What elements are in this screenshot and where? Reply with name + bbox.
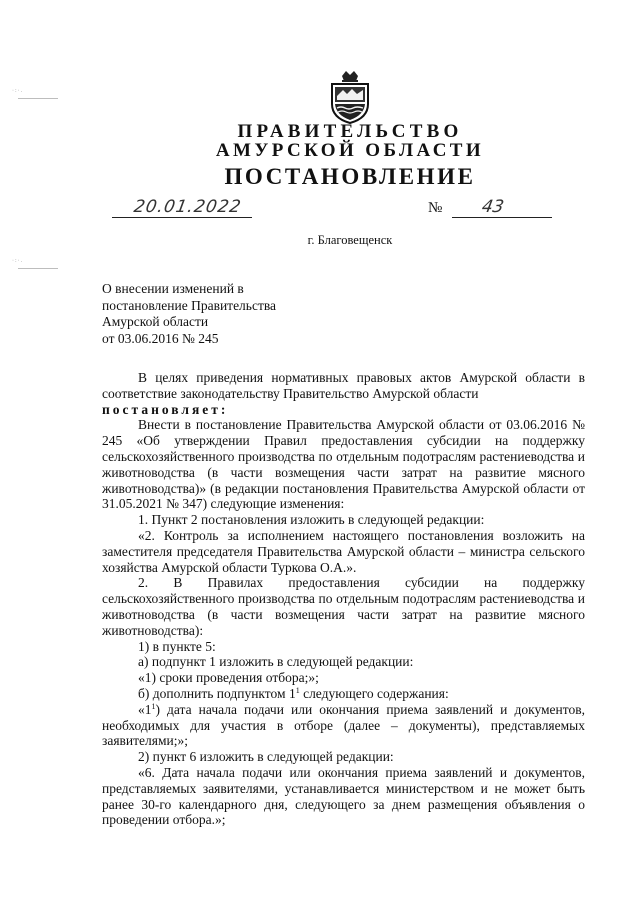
paragraph-item-1: 1. Пункт 2 постановления изложить в следующей редакции: [138, 512, 485, 528]
date-underline [112, 217, 252, 218]
paragraph-postanovlyaet [102, 402, 585, 418]
scan-artifact [18, 98, 58, 99]
government-title: ПРАВИТЕЛЬСТВО [237, 121, 463, 142]
handwritten-date: 20.01.2022 [132, 197, 244, 217]
resolves-keyword: постановляет: [102, 401, 229, 417]
document-type-title: ПОСТАНОВЛЕНИЕ [224, 164, 476, 189]
number-underline [452, 217, 552, 218]
paragraph-item-1-text: «2. Контроль за исполнением настоящего постановления возложить на заместителя председателя Правительства Амурской области – министра сельского хозяйства Амурской области Туркова О.А.». [102, 527, 585, 575]
subject-line: О внесении изменений в [102, 281, 244, 296]
paragraph-subitem-2-text: «6. Дата начала подачи или окончания приема заявлений и документов, представляемых заявителями, устанавливается министерством и не может быть ранее 30-го календарного дня, следующего за днем размещения объявления о проведении отбора.»; [102, 764, 585, 828]
scan-artifact [18, 268, 58, 269]
number-field [452, 197, 552, 221]
region-title: АМУРСКОЙ ОБЛАСТИ [215, 140, 485, 161]
number-label: № [428, 200, 443, 216]
scan-artifact: ·:·. [12, 88, 24, 94]
date-field [112, 197, 252, 221]
document-subject [102, 281, 276, 347]
coat-of-arms-icon [328, 70, 372, 124]
subitem-b-text: б) дополнить подпунктом 1 [138, 685, 296, 701]
paragraph-subitem-b [102, 686, 585, 702]
subject-line: постановление Правительства [102, 297, 277, 313]
superscript: 1 [151, 701, 156, 711]
scan-artifact: ·:·. [12, 258, 24, 264]
paragraph-subitem-a-text: «1) сроки проведения отбора;»; [138, 670, 319, 686]
paragraph-subitem-b-text [102, 702, 585, 749]
paragraph-subitem-2: 2) пункт 6 изложить в следующей редакции: [138, 749, 394, 765]
subject-line: Амурской области [102, 314, 209, 329]
paragraph-subitem-1: 1) в пункте 5: [138, 638, 216, 654]
document-body [102, 370, 585, 828]
subitem-b-quote-end: ) дата начала подачи или окончания приема заявлений и документов, необходимых для участия в отборе (далее – документы), представляемых заявителями;»; [102, 701, 585, 749]
city-line: г. Благовещенск [307, 233, 393, 247]
paragraph-amendments: Внести в постановление Правительства Амурской области от 03.06.2016 № 245 «Об утверждении Правил предоставления субсидии на поддержку сельскохозяйственного производства по отдельным подотраслям растениеводства и животноводства (в части возмещения части затрат на развитие мясного животноводства)» (в редакции постановления Правительства Амурской области от 31.05.2021 № 347) следующие изменения: [102, 417, 585, 512]
handwritten-number: 43 [480, 197, 506, 217]
subitem-b-text-end: следующего содержания: [299, 685, 449, 701]
subject-line: от 03.06.2016 № 245 [102, 330, 219, 346]
subitem-b-quote-start: «1 [138, 701, 152, 717]
paragraph-item-2: 2. В Правилах предоставления субсидии на поддержку сельскохозяйственного производства по отдельным подотраслям растениеводства и животноводства (в части возмещения части затрат на развитие мясного животноводства): [102, 575, 585, 638]
superscript: 1 [295, 685, 300, 695]
paragraph-subitem-a: а) подпункт 1 изложить в следующей редакции: [138, 654, 414, 670]
paragraph-preamble: В целях приведения нормативных правовых актов Амурской области в соответствие законодательству Правительство Амурской области [102, 370, 585, 401]
